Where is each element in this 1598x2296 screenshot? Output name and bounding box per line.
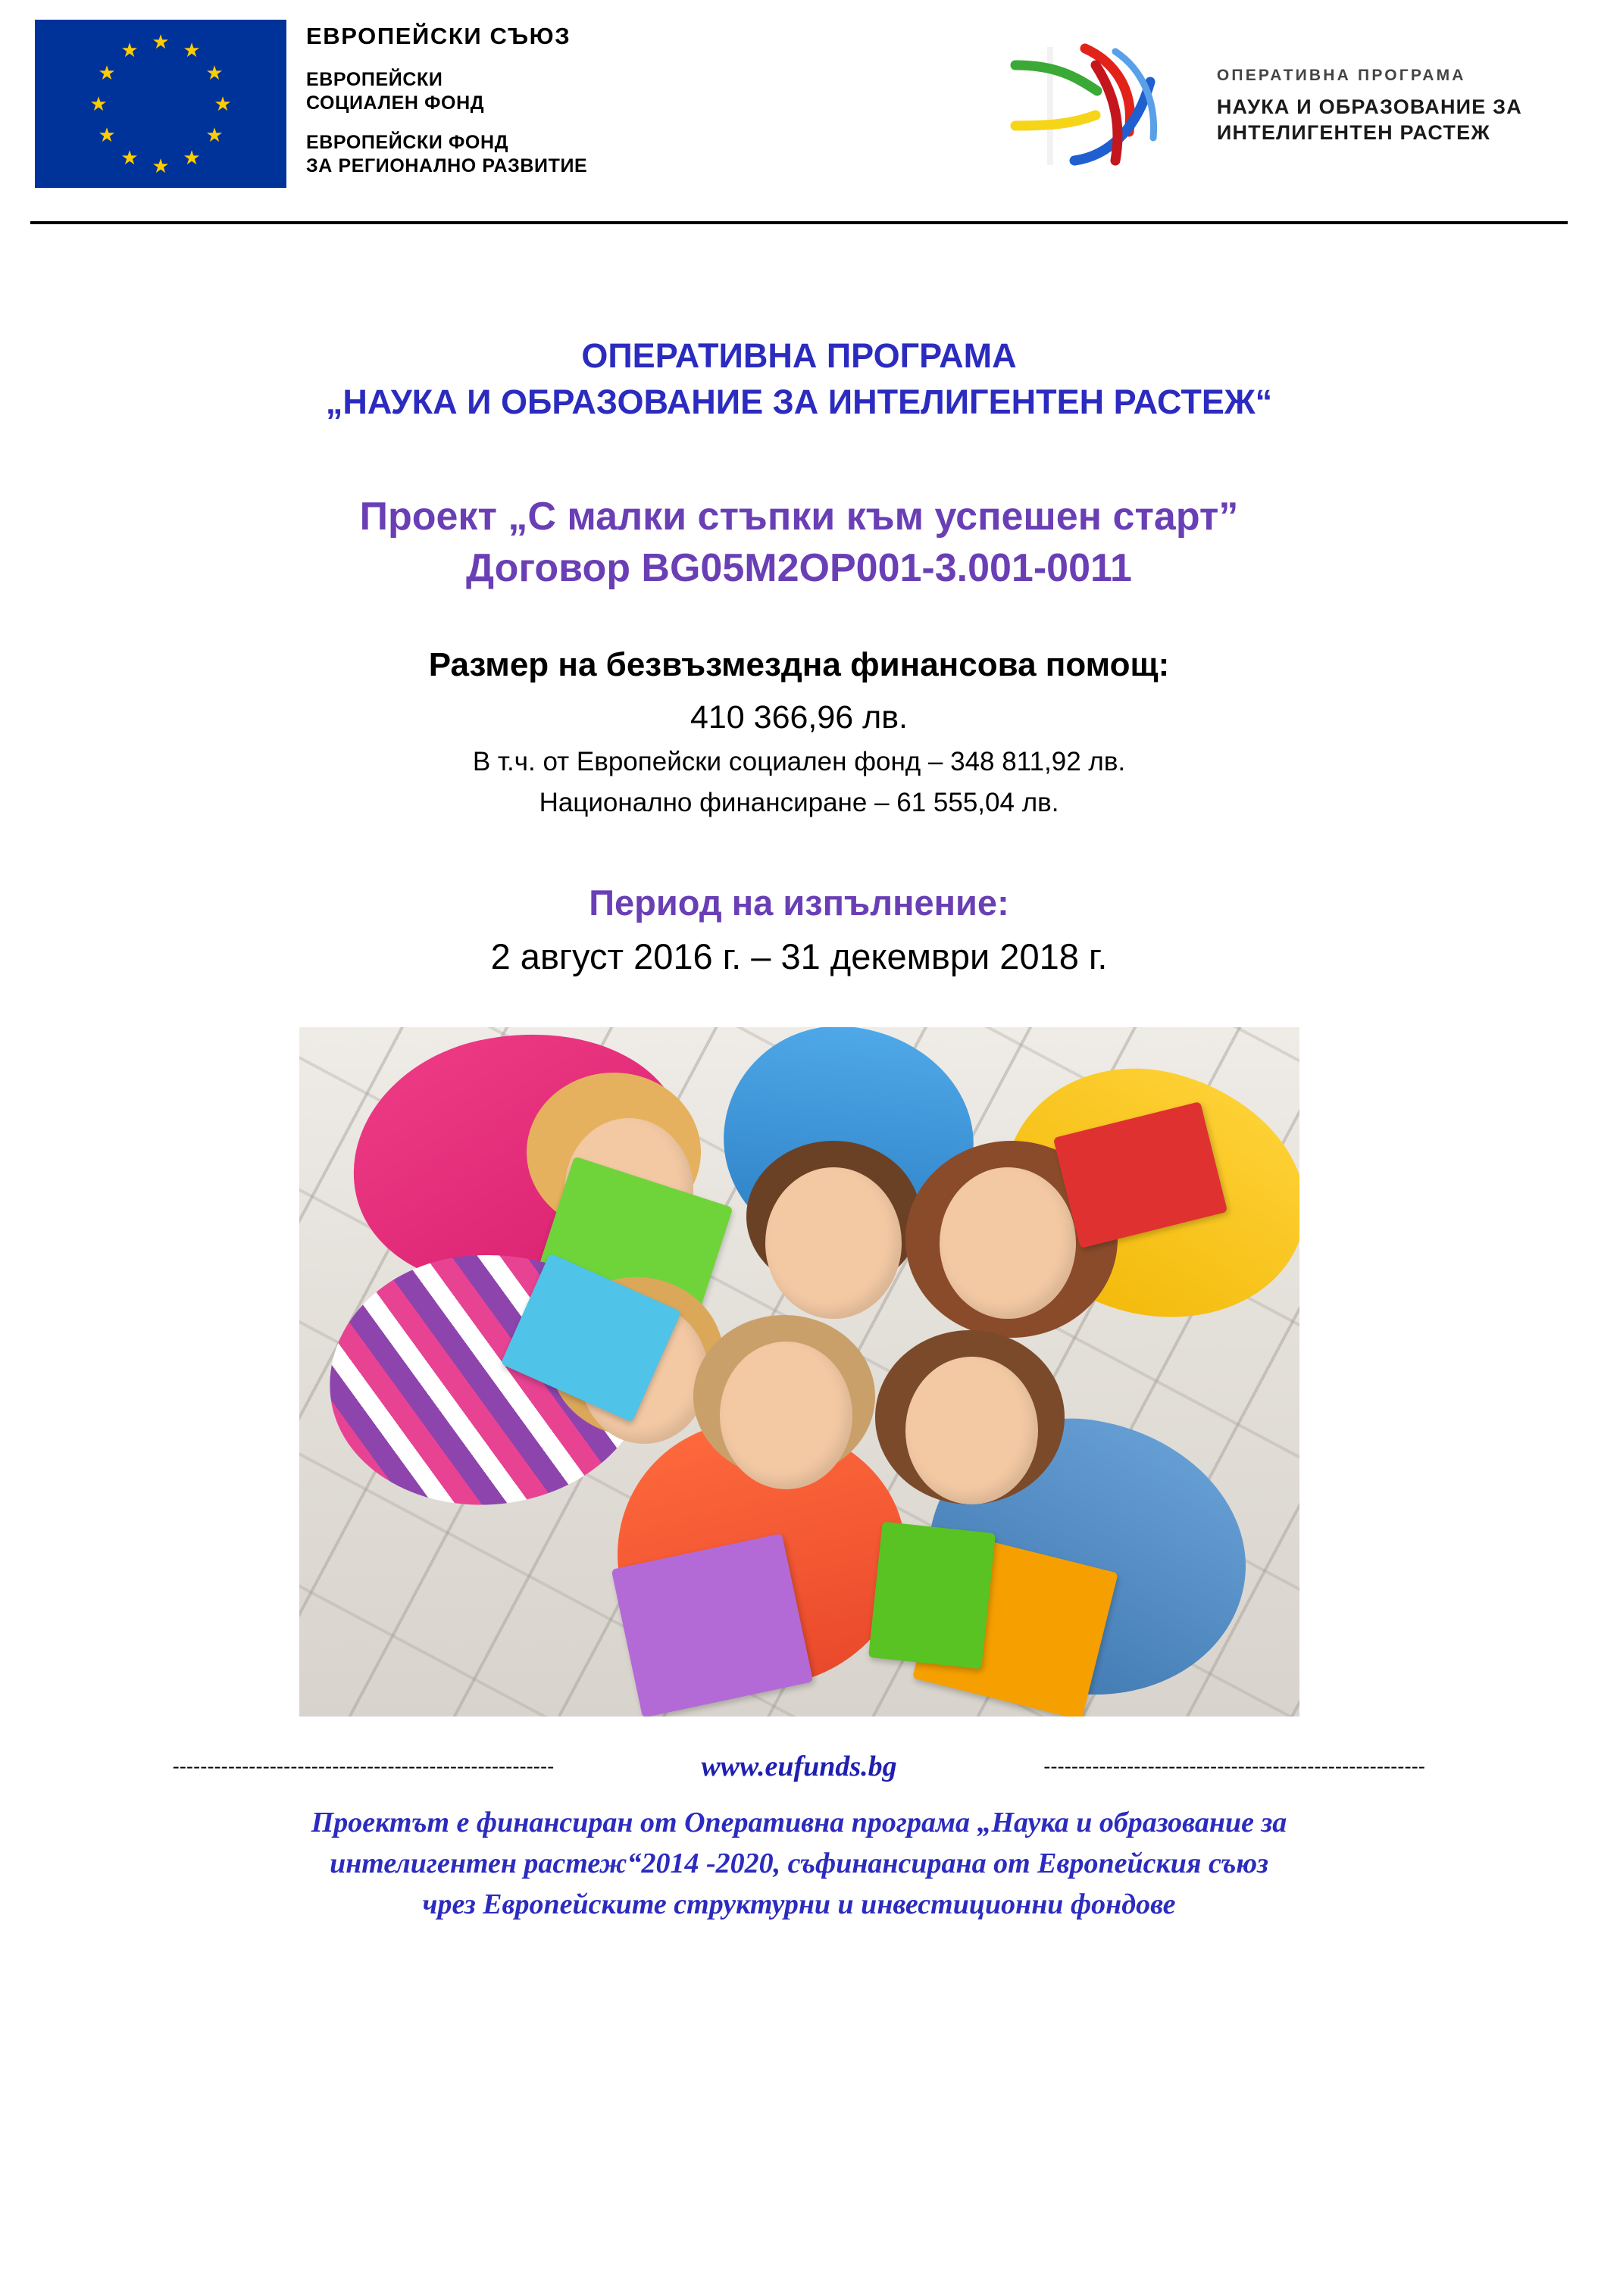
op-heading-line1: ОПЕРАТИВНА ПРОГРАМА (581, 336, 1017, 375)
eufunds-link[interactable]: www.eufunds.bg (701, 1750, 897, 1782)
funding-disclaimer-line1: Проектът е финансиран от Оперативна програма „Наука и образование за (311, 1806, 1287, 1838)
grant-label: Размер на безвъзмездна финансова помощ: (428, 645, 1170, 683)
op-logo-block (1002, 42, 1522, 170)
operational-program-heading (61, 333, 1537, 426)
document-body (0, 333, 1598, 1717)
project-name: Проект „С малки стъпки към успешен старт” (359, 494, 1239, 539)
period-value: 2 август 2016 г. – 31 декември 2018 г. (490, 936, 1108, 976)
header-divider (30, 221, 1568, 224)
grant-national-share: Национално финансиране – 61 555,04 лв. (539, 787, 1059, 817)
eu-fund-esf (306, 68, 587, 114)
op-logo-title-line2: ИНТЕЛИГЕНТЕН РАСТЕЖ (1216, 121, 1490, 145)
child-head-yellow (940, 1167, 1076, 1319)
funding-disclaimer-line2: интелигентен растеж“2014 -2020, съфинансирана от Европейския съюз (330, 1847, 1268, 1879)
eu-fund-erdf-line2: ЗА РЕГИОНАЛНО РАЗВИТИЕ (306, 155, 588, 176)
eu-emblem-block (35, 20, 587, 188)
eu-title: ЕВРОПЕЙСКИ СЪЮЗ (306, 23, 571, 49)
op-logo-title-line1: НАУКА И ОБРАЗОВАНИЕ ЗА (1216, 95, 1522, 118)
grant-amount: 410 366,96 лв. (690, 698, 908, 736)
op-logo-subtitle: ОПЕРАТИВНА ПРОГРАМА (1216, 67, 1466, 85)
project-title (61, 491, 1537, 595)
op-heading-line2: „НАУКА И ОБРАЗОВАНИЕ ЗА ИНТЕЛИГЕНТЕН РАСТЕЖ“ (325, 382, 1273, 421)
op-program-mark-icon (1002, 42, 1197, 170)
grant-esf-share: В т.ч. от Европейски социален фонд – 348 811,92 лв. (472, 746, 1126, 776)
child-head-blue-top (765, 1167, 902, 1319)
eu-fund-esf-line2: СОЦИАЛЕН ФОНД (306, 92, 485, 114)
period-label: Период на изпълнение: (589, 882, 1009, 923)
eu-fund-esf-line1: ЕВРОПЕЙСКИ (306, 69, 443, 90)
document-header (0, 0, 1598, 220)
child-head-red-center (720, 1342, 852, 1489)
eu-fund-erdf (306, 131, 587, 177)
eu-fund-erdf-line1: ЕВРОПЕЙСКИ ФОНД (306, 132, 509, 153)
contract-number: Договор BG05M2OP001-3.001-0011 (466, 546, 1132, 591)
eu-flag-icon: ★ ★ ★ ★ ★ ★ ★ ★ ★ ★ ★ ★ (35, 20, 286, 188)
footer-link-row (36, 1750, 1562, 1783)
book-green-2 (868, 1521, 996, 1669)
footer-dashes-left: ------------------------------------------------------- (172, 1754, 555, 1777)
document-footer (0, 1750, 1598, 1926)
op-logo-text (1217, 66, 1522, 146)
eu-emblem-text (306, 20, 587, 177)
footer-dashes-right: ------------------------------------------------------- (1043, 1754, 1426, 1777)
funding-disclaimer (36, 1803, 1562, 1926)
child-head-denim (905, 1357, 1038, 1504)
children-photo (299, 1027, 1299, 1717)
funding-disclaimer-line3: чрез Европейските структурни и инвестиционни фондове (422, 1888, 1176, 1920)
